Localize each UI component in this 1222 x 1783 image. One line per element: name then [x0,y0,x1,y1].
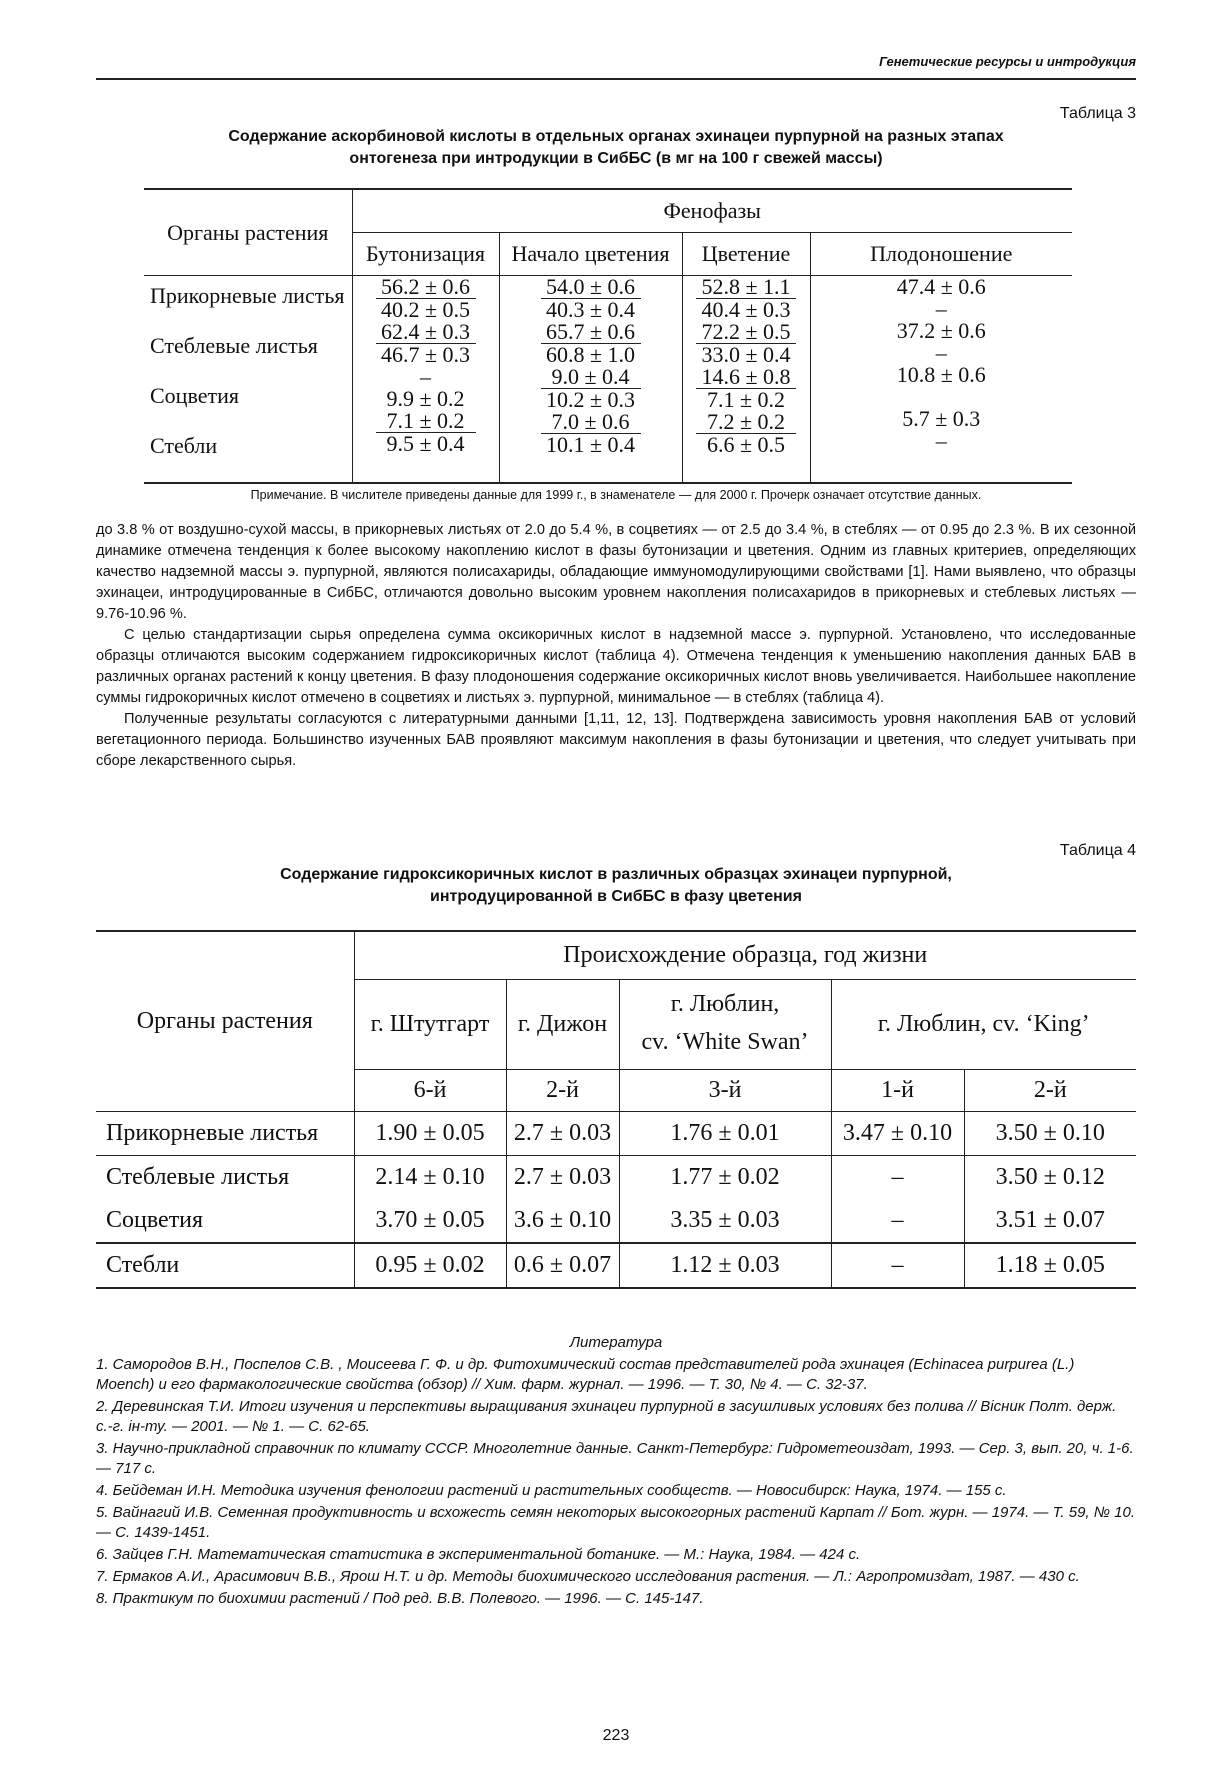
reference-item: 1. Самородов В.Н., Поспелов С.В. , Моисеева Г. Ф. и др. Фитохимический состав представителей рода эхинацея (Echinacea purpurea (L.) Moench) и его фармакологические свойства (обзор) // Хим. фарм. журнал. — 1996. — Т. 30, № 4. — С. 32-37. [96,1356,1075,1393]
table3-organ: Стебли [150,433,218,458]
table3-cell: 54.0 ± 0.6 40.3 ± 0.4 [541,276,641,321]
table-row [96,1243,1136,1288]
table4-header-stuttgart: г. Штутгарт [354,979,506,1069]
table3-header-phase: Бутонизация [352,233,499,276]
table3-cell: 62.4 ± 0.3 46.7 ± 0.3 [376,321,476,366]
table4-cell: 3.47 ± 0.10 [831,1111,964,1155]
table3-header-phase: Начало цветения [499,233,682,276]
table3-cell: 52.8 ± 1.1 40.4 ± 0.3 [696,276,796,321]
table4-cell: 1.77 ± 0.02 [619,1155,831,1199]
table4-cell: 2.7 ± 0.03 [506,1111,619,1155]
table3-organ: Прикорневые листья [150,283,345,308]
table4-header-lublin-white-swan: г. Люблин, cv. ‘White Swan’ [619,979,831,1069]
table3-cell: – [935,296,947,321]
table3-title-line1: Содержание аскорбиновой кислоты в отдельных органах эхинацеи пурпурной на разных этапах [228,128,1004,145]
table4-header-origin: Происхождение образца, год жизни [354,931,1136,979]
reference-item: 8. Практикум по биохимии растений / Под ред. В.В. Полевого. — 1996. — С. 145-147. [96,1590,704,1607]
table3-budding-column [352,276,499,484]
table4-organ: Стеблевые листья [96,1155,354,1199]
table4-header-lublin-king: г. Люблин, cv. ‘King’ [831,979,1136,1069]
reference-item: 3. Научно-прикладной справочник по климату СССР. Многолетние данные. Санкт-Петербург: Гидрометеоиздат, 1993. — Сер. 3, вып. 20, ч. 1-6. — 717 с. [96,1440,1134,1477]
table4-title-line2: интродуцированной в СибБС в фазу цветения [430,888,802,905]
table3-flower-start-column [499,276,682,484]
table3-cell: 5.7 ± 0.3 [902,406,981,431]
table4-cell: 3.35 ± 0.03 [619,1199,831,1243]
table4-organ: Стебли [96,1243,354,1288]
table4-cell: 3.50 ± 0.12 [964,1155,1136,1199]
table4-organ: Соцветия [96,1199,354,1243]
table3-cell: 7.2 ± 0.2 6.6 ± 0.5 [696,411,796,456]
table4-cell: 0.6 ± 0.07 [506,1243,619,1288]
table4-title [96,864,1136,908]
table4-header-year: 2-й [506,1069,619,1111]
paragraph: С целью стандартизации сырья определена сумма оксикоричных кислот в надземной массе э. пурпурной. Установлено, что исследованные образцы отличаются высоким содержанием гидроксикоричных кислот (таблица 4). Отмечена тенденция к уменьшению накопления данных БАВ в различных органах растений к концу цветения. В фазу плодоношения содержание оксикоричных кислот вновь увеличивается. Наибольшее накопление суммы гидрокоричных кислот отмечено в соцветиях и листьях э. пурпурной, минимальное — в стеблях (таблица 4). [96,627,1136,706]
table4-header-year: 6-й [354,1069,506,1111]
table3-cell: 65.7 ± 0.6 60.8 ± 1.0 [541,321,641,366]
table3-cell [811,386,1073,408]
table3 [144,188,1072,484]
table4-cell: – [831,1199,964,1243]
table4-cell: 1.76 ± 0.01 [619,1111,831,1155]
table4-cell: 1.90 ± 0.05 [354,1111,506,1155]
table3-cell: – 9.9 ± 0.2 [386,364,465,411]
table-row [96,1199,1136,1243]
header-rule [96,78,1136,80]
paragraph: до 3.8 % от воздушно-сухой массы, в прикорневых листьях от 2.0 до 5.4 %, в соцветиях — от 2.5 до 3.4 %, в стеблях — от 0.95 до 2.3 %. В их сезонной динамике отмечена тенденция к более высокому накоплению кислот в фазы бутонизации и цветения. Одним из главных критериев, определяющих качество надземной массы э. пурпурной, являются полисахариды, обладающие иммуномодулирующими свойствами [1]. Нами выявлено, что образцы эхинацеи, интродуцированные в СибБС, отличаются довольно высоким уровнем накопления полисахаридов в прикорневых и стеблевых листьях — 9.76-10.96 %. [96,522,1136,622]
table4-cell: 3.51 ± 0.07 [964,1199,1136,1243]
table4-cell: – [831,1243,964,1288]
table4-header-organs: Органы растения [96,931,354,1111]
references-heading: Литература [569,1334,663,1351]
table4-header-year: 2-й [964,1069,1136,1111]
table4-cell: 2.7 ± 0.03 [506,1155,619,1199]
table3-cell: 56.2 ± 0.6 40.2 ± 0.5 [376,276,476,321]
table3-cell: – [935,428,947,453]
table3-cell: 9.0 ± 0.4 10.2 ± 0.3 [541,366,641,411]
table4-label: Таблица 4 [1059,842,1136,859]
table3-cell: 72.2 ± 0.5 33.0 ± 0.4 [696,321,796,366]
table3-label: Таблица 3 [1059,105,1136,122]
table3-cell: 7.1 ± 0.2 9.5 ± 0.4 [376,410,476,455]
table3-note: Примечание. В числителе приведены данные для 1999 г., в знаменателе — для 2000 г. Прочерк означает отсутствие данных. [250,488,982,502]
running-title: Генетические ресурсы и интродукция [879,54,1136,69]
table4-header-dijon: г. Дижон [506,979,619,1069]
table3-cell: 37.2 ± 0.6 [896,318,986,343]
reference-item: 4. Бейдеман И.Н. Методика изучения фенологии растений и растительных сообществ. — Новосибирск: Наука, 1974. — 155 с. [96,1482,1007,1499]
table4-cell: – [831,1155,964,1199]
table4-organ: Прикорневые листья [96,1111,354,1155]
table4 [96,930,1136,1289]
reference-item: 2. Деревинская Т.И. Итоги изучения и перспективы выращивания эхинацеи пурпурной в засушливых условиях без полива // Вiсник Полт. держ. с.-г. iн-ту. — 2001. — № 1. — С. 62-65. [96,1398,1117,1435]
table3-header-phenophases: Фенофазы [352,189,1072,233]
table3-cell: – [935,340,947,365]
table3-header-phase: Цветение [682,233,810,276]
table3-cell: 14.6 ± 0.8 7.1 ± 0.2 [696,366,796,411]
table4-header-year: 3-й [619,1069,831,1111]
table4-title-line1: Содержание гидроксикоричных кислот в различных образцах эхинацеи пурпурной, [280,866,952,883]
page-number: 223 [602,1727,630,1744]
table3-cell: 7.0 ± 0.6 10.1 ± 0.4 [541,411,641,456]
table3-organs-column [144,276,352,484]
table3-cell: 10.8 ± 0.6 [896,362,986,387]
table-row [96,1155,1136,1199]
table3-fruiting-column [810,276,1072,484]
table4-cell: 3.50 ± 0.10 [964,1111,1136,1155]
table3-title [96,126,1136,170]
table4-cell: 3.6 ± 0.10 [506,1199,619,1243]
reference-item: 7. Ермаков А.И., Арасимович В.В., Ярош Н.Т. и др. Методы биохимического исследования растения. — Л.: Агропромиздат, 1987. — 430 с. [96,1568,1080,1585]
table3-header-phase: Плодоношение [810,233,1072,276]
references [96,1333,1136,1611]
table3-cell: 47.4 ± 0.6 [896,274,986,299]
table3-title-line2: онтогенеза при интродукции в СибБС (в мг на 100 г свежей массы) [349,150,883,167]
table4-header-year: 1-й [831,1069,964,1111]
body-text [96,520,1136,772]
table4-cell: 3.70 ± 0.05 [354,1199,506,1243]
reference-item: 6. Зайцев Г.Н. Математическая статистика в экспериментальной ботанике. — М.: Наука, 1984. — 424 с. [96,1546,861,1563]
table4-cell: 0.95 ± 0.02 [354,1243,506,1288]
paragraph: Полученные результаты согласуются с литературными данными [1,11, 12, 13]. Подтверждена зависимость уровня накопления БАВ от условий вегетационного периода. Большинство изученных БАВ проявляют максимум накопления в фазы бутонизации и цветения, что следует учитывать при сборе лекарственного сырья. [96,711,1136,769]
table3-flowering-column [682,276,810,484]
table3-organ: Соцветия [150,383,239,408]
reference-item: 5. Вайнагий И.В. Семенная продуктивность и всхожесть семян некоторых высокогорных растений Карпат // Бот. журн. — 1974. — Т. 59, № 10. — С. 1439-1451. [96,1504,1136,1541]
table-row [96,1111,1136,1155]
table3-header-organs: Органы растения [144,189,352,276]
table4-cell: 1.12 ± 0.03 [619,1243,831,1288]
table4-cell: 2.14 ± 0.10 [354,1155,506,1199]
table4-cell: 1.18 ± 0.05 [964,1243,1136,1288]
table3-organ: Стеблевые листья [150,333,318,358]
